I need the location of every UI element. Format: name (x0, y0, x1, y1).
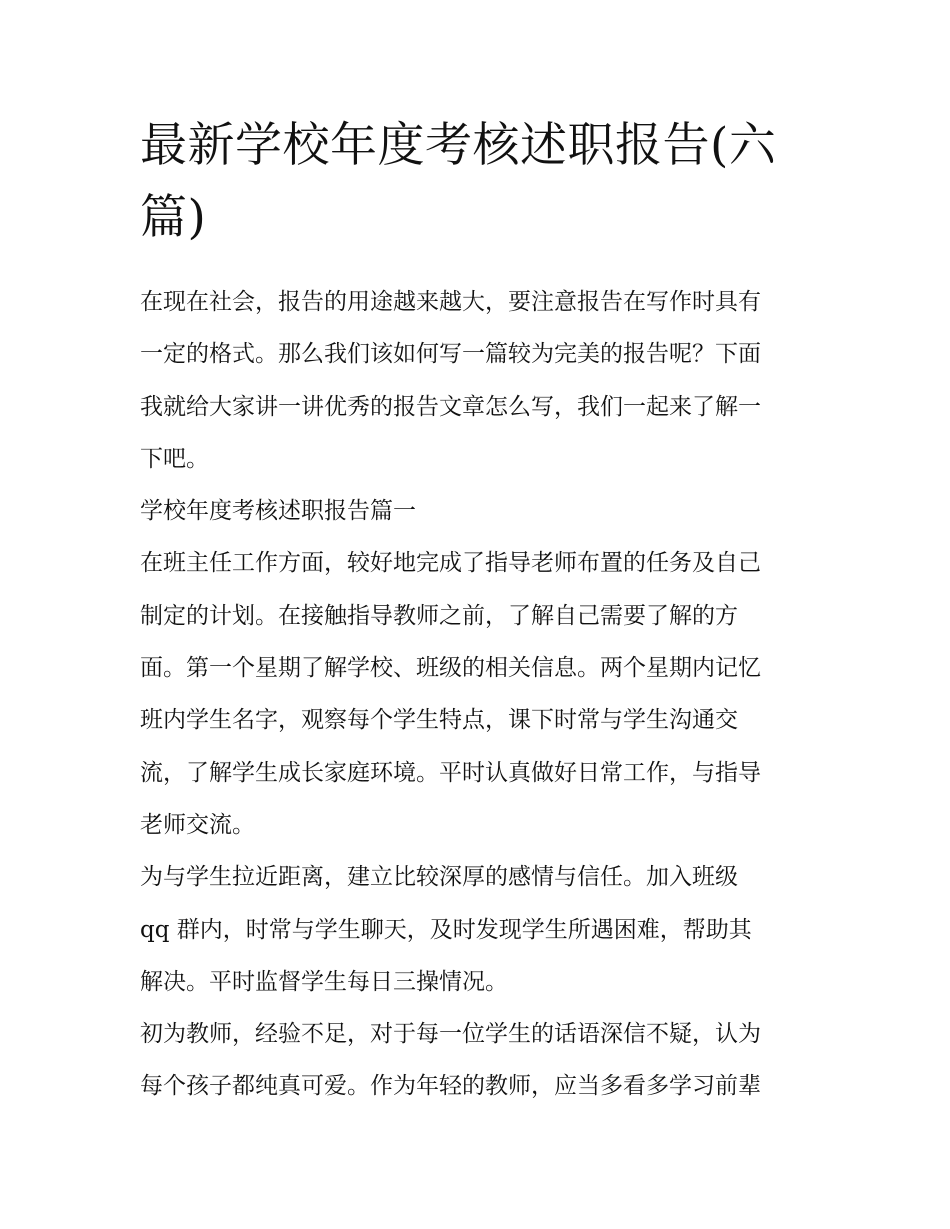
text-line: 班内学生名字，观察每个学生特点，课下时常与学生沟通交 (140, 707, 738, 734)
text-line: 每个孩子都纯真可爱。作为年轻的教师，应当多看多学习前辈 (140, 1073, 761, 1100)
body-paragraph (140, 1008, 812, 1113)
title-line: 最新学校年度考核述职报告(六 (140, 118, 777, 173)
text-line: 解决。平时监督学生每日三操情况。 (140, 968, 508, 995)
text-line: 在班主任工作方面，较好地完成了指导老师布置的任务及自己 (140, 550, 761, 577)
section-heading (140, 485, 812, 537)
document-title (140, 110, 812, 254)
text-line: 流，了解学生成长家庭环境。平时认真做好日常工作，与指导 (140, 759, 761, 786)
title-line: 篇) (140, 190, 207, 245)
document-page (140, 110, 812, 1113)
text-line: 一定的格式。那么我们该如何写一篇较为完美的报告呢？下面 (140, 341, 761, 368)
text-line: 初为教师，经验不足，对于每一位学生的话语深信不疑，认为 (140, 1021, 761, 1048)
text-line: 在现在社会，报告的用途越来越大，要注意报告在写作时具有 (140, 289, 761, 315)
text-line: qq 群内，时常与学生聊天，及时发现学生所遇困难，帮助其 (140, 916, 752, 943)
text-line: 我就给大家讲一讲优秀的报告文章怎么写，我们一起来了解一 (140, 393, 761, 420)
text-line: 学校年度考核述职报告篇一 (140, 498, 416, 525)
text-line: 制定的计划。在接触指导教师之前，了解自己需要了解的方 (140, 602, 738, 629)
text-line: 面。第一个星期了解学校、班级的相关信息。两个星期内记忆 (140, 655, 761, 682)
text-line: 下吧。 (140, 445, 209, 472)
intro-paragraph (140, 276, 812, 485)
body-paragraph (140, 537, 812, 851)
text-line: 为与学生拉近距离，建立比较深厚的感情与信任。加入班级 (140, 864, 738, 891)
text-line: 老师交流。 (140, 811, 255, 838)
body-paragraph (140, 851, 812, 1008)
